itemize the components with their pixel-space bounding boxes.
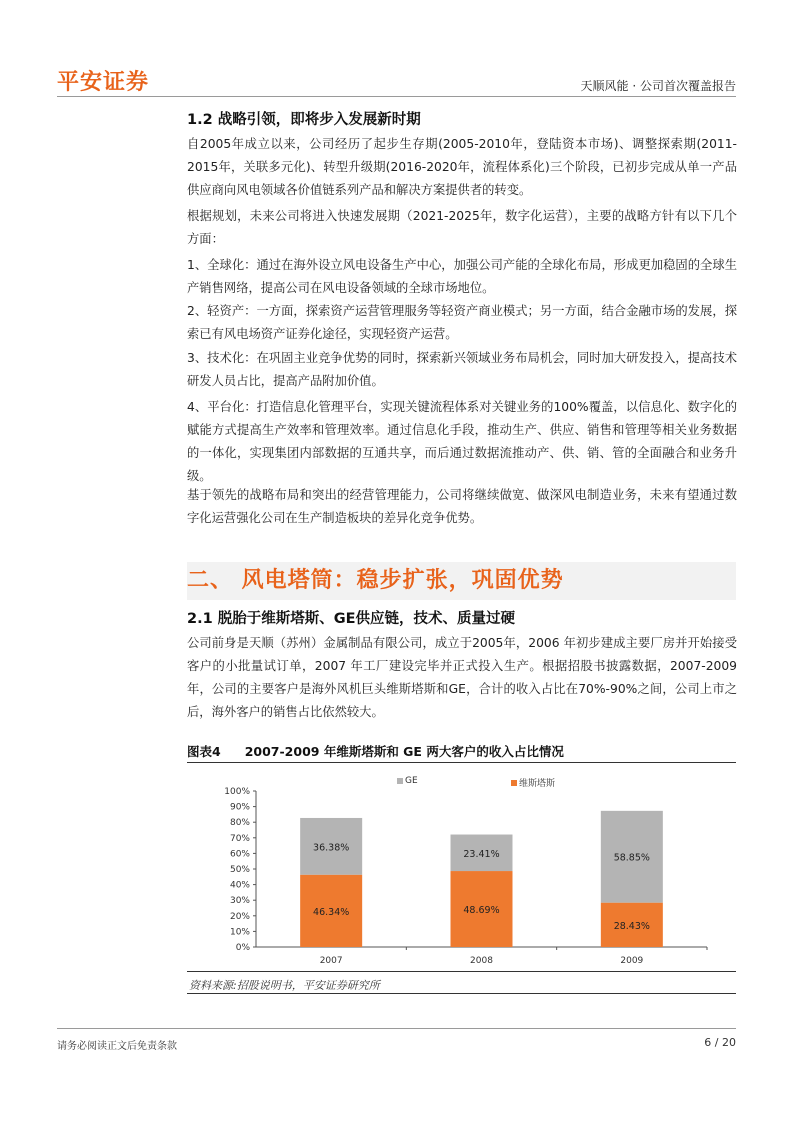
y-tick-label: 90%: [229, 802, 250, 813]
y-tick-label: 100%: [224, 787, 250, 797]
x-tick-label-2009: 2009: [620, 956, 644, 966]
data-label-ge-2007: 36.38%: [313, 842, 350, 854]
figure-top-rule: [187, 762, 736, 763]
data-label-vestas-2008: 48.69%: [463, 905, 500, 917]
figure-bottom-rule: [187, 971, 736, 972]
y-tick-label: 80%: [229, 818, 250, 829]
section-2-heading: 二、 风电塔筒：稳步扩张，巩固优势: [187, 568, 564, 593]
report-title: 天顺风能 · 公司首次覆盖报告: [580, 79, 736, 93]
figure-caption: 2007-2009 年维斯塔斯和 GE 两大客户的收入占比情况: [244, 744, 564, 759]
y-tick-label: 0%: [235, 943, 250, 953]
legend-label-vestas: 维斯塔斯: [519, 779, 556, 789]
figure-title: [187, 742, 564, 760]
x-tick-label-2008: 2008: [470, 956, 493, 966]
paragraph-conclusion: 基于领先的战略布局和突出的经营管理能力，公司将继续做宽、做深风电制造业务，未来有望通过数字化运营强化公司在生产制造板块的差异化竞争优势。: [187, 488, 737, 525]
x-tick-label-2007: 2007: [319, 956, 343, 966]
y-tick-label: 30%: [229, 896, 250, 907]
y-tick-label: 70%: [229, 833, 250, 844]
revenue-share-chart: [187, 770, 736, 970]
data-label-vestas-2007: 46.34%: [313, 906, 350, 918]
section-2-1-heading: 2.1 脱胎于维斯塔斯、GE供应链，技术、质量过硬: [187, 611, 516, 627]
paragraph-technology: 3、技术化：在巩固主业竞争优势的同时，探索新兴领域业务布局机会，同时加大研发投入，提高技术研发人员占比，提高产品附加价值。: [187, 351, 737, 388]
header-divider: [57, 96, 736, 97]
y-tick-label: 60%: [229, 849, 250, 860]
paragraph-plan-intro: 根据规划，未来公司将进入快速发展期（2021-2025年，数字化运营），主要的战略方针有以下几个方面：: [187, 209, 737, 246]
paragraph-globalization: 1、全球化：通过在海外设立风电设备生产中心，加强公司产能的全球化布局，形成更加稳固的全球生产销售网络，提高公司在风电设备领域的全球市场地位。: [187, 258, 737, 295]
figure-end-rule: [187, 993, 736, 994]
paragraph-asset-light: 2、轻资产：一方面，探索资产运营管理服务等轻资产商业模式；另一方面，结合金融市场的发展，探索已有风电场资产证券化途径，实现轻资产运营。: [187, 304, 737, 341]
section-1-2-heading: 1.2 战略引领，即将步入发展新时期: [187, 112, 421, 128]
figure-label: 图表4: [187, 744, 221, 759]
footer-divider: [57, 1028, 736, 1029]
y-tick-label: 50%: [229, 865, 250, 875]
y-tick-label: 10%: [229, 927, 250, 938]
paragraph-platform: 4、平台化：打造信息化管理平台，实现关键流程体系对关键业务的100%覆盖，以信息化、数字化的赋能方式提高生产效率和管理效率。通过信息化手段，推动生产、供应、销售和管理等相关业务数据的一体化，实现集团内部数据的互通共享，而后通过数据流推动产、供、销、管的全面融合和业务升级。: [187, 400, 737, 483]
paragraph-company-origin: 公司前身是天顺（苏州）金属制品有限公司，成立于2005年，2006 年初步建成主要厂房并开始接受客户的小批量试订单，2007 年工厂建设完毕并正式投入生产。根据招股书披露数据，2007-2009年，公司的主要客户是海外风机巨头维斯塔斯和GE，合计的收入占比在70%-90%之间，公司上市之后，海外客户的销售占比依然较大。: [187, 636, 737, 719]
y-tick-label: 40%: [229, 880, 250, 891]
footer-disclaimer: 请务必阅读正文后免责条款: [57, 1041, 177, 1052]
data-label-ge-2009: 58.85%: [613, 852, 650, 864]
paragraph-history: 自2005年成立以来，公司经历了起步生存期(2005-2010年，登陆资本市场)、调整探索期(2011-2015年，关联多元化)、转型升级期(2016-2020年，流程体系化)三个阶段，已初步完成从单一产品供应商向风电领域各价值链系列产品和解决方案提供者的转变。: [187, 137, 737, 197]
data-label-vestas-2009: 28.43%: [613, 920, 650, 932]
figure-source: 资料来源:招股说明书，平安证券研究所: [189, 979, 380, 992]
data-label-ge-2008: 23.41%: [463, 848, 500, 860]
legend-label-ge: GE: [405, 776, 418, 786]
company-logo: 平安证券: [57, 70, 150, 95]
page-number: 6 / 20: [704, 1036, 736, 1049]
y-tick-label: 20%: [229, 911, 250, 922]
